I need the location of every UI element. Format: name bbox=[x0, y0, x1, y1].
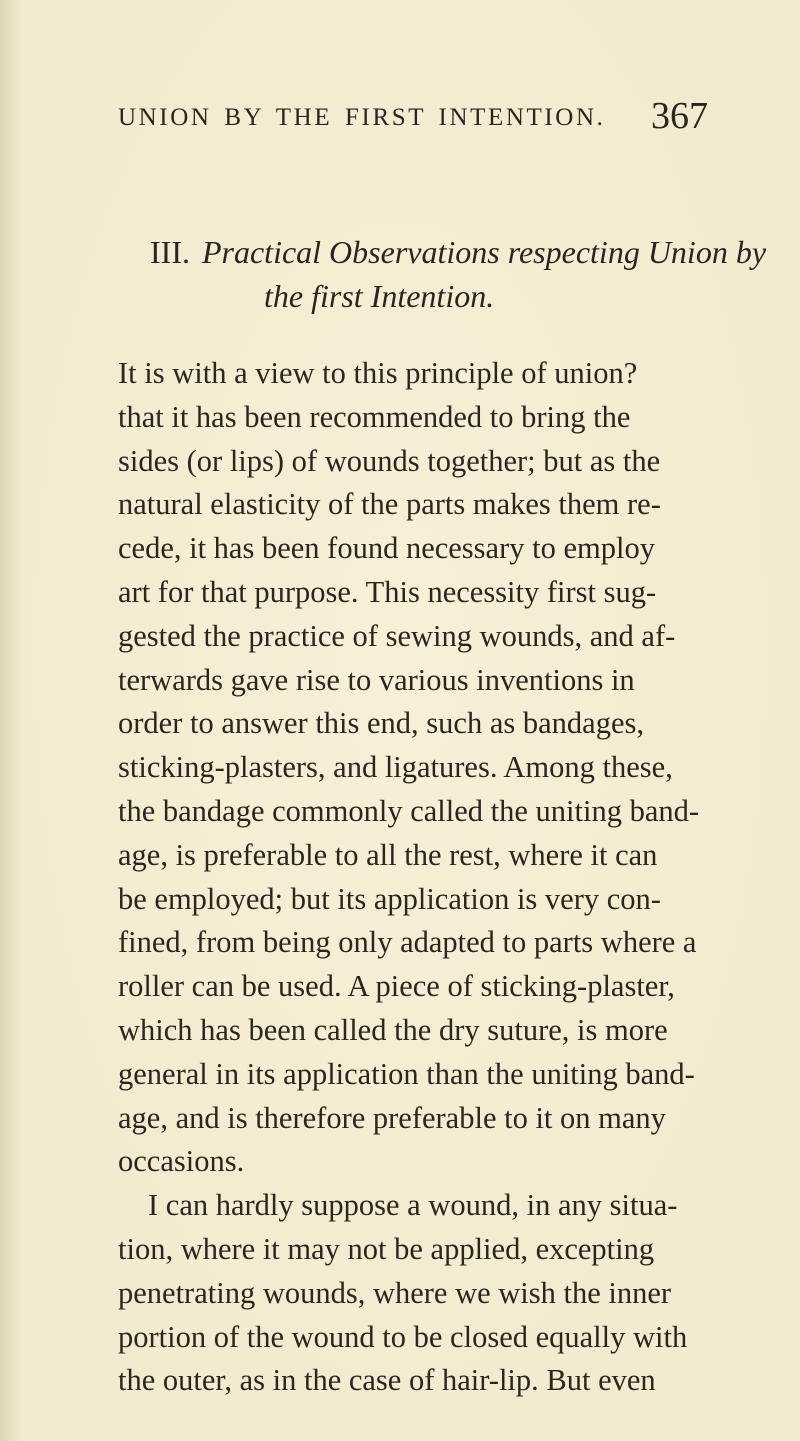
text-line: roller can be used. A piece of sticking-plaster, bbox=[118, 969, 675, 1004]
text-line: age, and is therefore preferable to it on many bbox=[118, 1100, 666, 1135]
section-title-part-1: Practical Observations respecting Union by bbox=[201, 234, 767, 270]
text-line: gested the practice of sewing wounds, and af- bbox=[118, 618, 676, 653]
text-line: be employed; but its application is very con- bbox=[118, 881, 661, 916]
section-title-part-2: the first Intention. bbox=[264, 278, 495, 314]
text-line: which has been called the dry suture, is more bbox=[118, 1012, 668, 1047]
section-numeral: III. bbox=[150, 234, 190, 270]
text-line: fined, from being only adapted to parts where a bbox=[118, 925, 697, 960]
text-line: the bandage commonly called the uniting band- bbox=[118, 793, 700, 828]
text-line: sides (or lips) of wounds together; but as the bbox=[118, 443, 661, 478]
text-line: art for that purpose. This necessity first sug- bbox=[118, 574, 657, 609]
text-line: that it has been recommended to bring the bbox=[118, 399, 631, 434]
page-number: 367 bbox=[651, 95, 708, 137]
section-heading-line-1 bbox=[150, 230, 767, 274]
text-line: order to answer this end, such as bandages, bbox=[118, 706, 644, 741]
text-line: It is with a view to this principle of union? bbox=[118, 356, 638, 390]
running-title: UNION BY THE FIRST INTENTION. bbox=[118, 104, 606, 131]
text-line: cede, it has been found necessary to employ bbox=[118, 531, 655, 566]
text-line: tion, where it may not be applied, excepting bbox=[118, 1231, 655, 1266]
text-line: general in its application than the uniting band- bbox=[118, 1056, 695, 1091]
section-heading bbox=[150, 230, 767, 318]
text-line: the outer, as in the case of hair-lip. But even bbox=[118, 1363, 656, 1398]
body-text bbox=[118, 352, 728, 1403]
page-edge-shadow bbox=[0, 0, 22, 1441]
text-line: sticking-plasters, and ligatures. Among these, bbox=[118, 750, 673, 785]
running-head bbox=[118, 94, 708, 138]
text-line: natural elasticity of the parts makes them re- bbox=[118, 487, 661, 522]
text-line: age, is preferable to all the rest, where it can bbox=[118, 837, 658, 872]
text-line: I can hardly suppose a wound, in any situa- bbox=[148, 1188, 678, 1223]
text-line: portion of the wound to be closed equally with bbox=[118, 1319, 688, 1354]
text-line: terwards gave rise to various inventions in bbox=[118, 662, 635, 697]
text-line: occasions. bbox=[118, 1144, 245, 1179]
text-line: penetrating wounds, where we wish the inner bbox=[118, 1275, 672, 1310]
